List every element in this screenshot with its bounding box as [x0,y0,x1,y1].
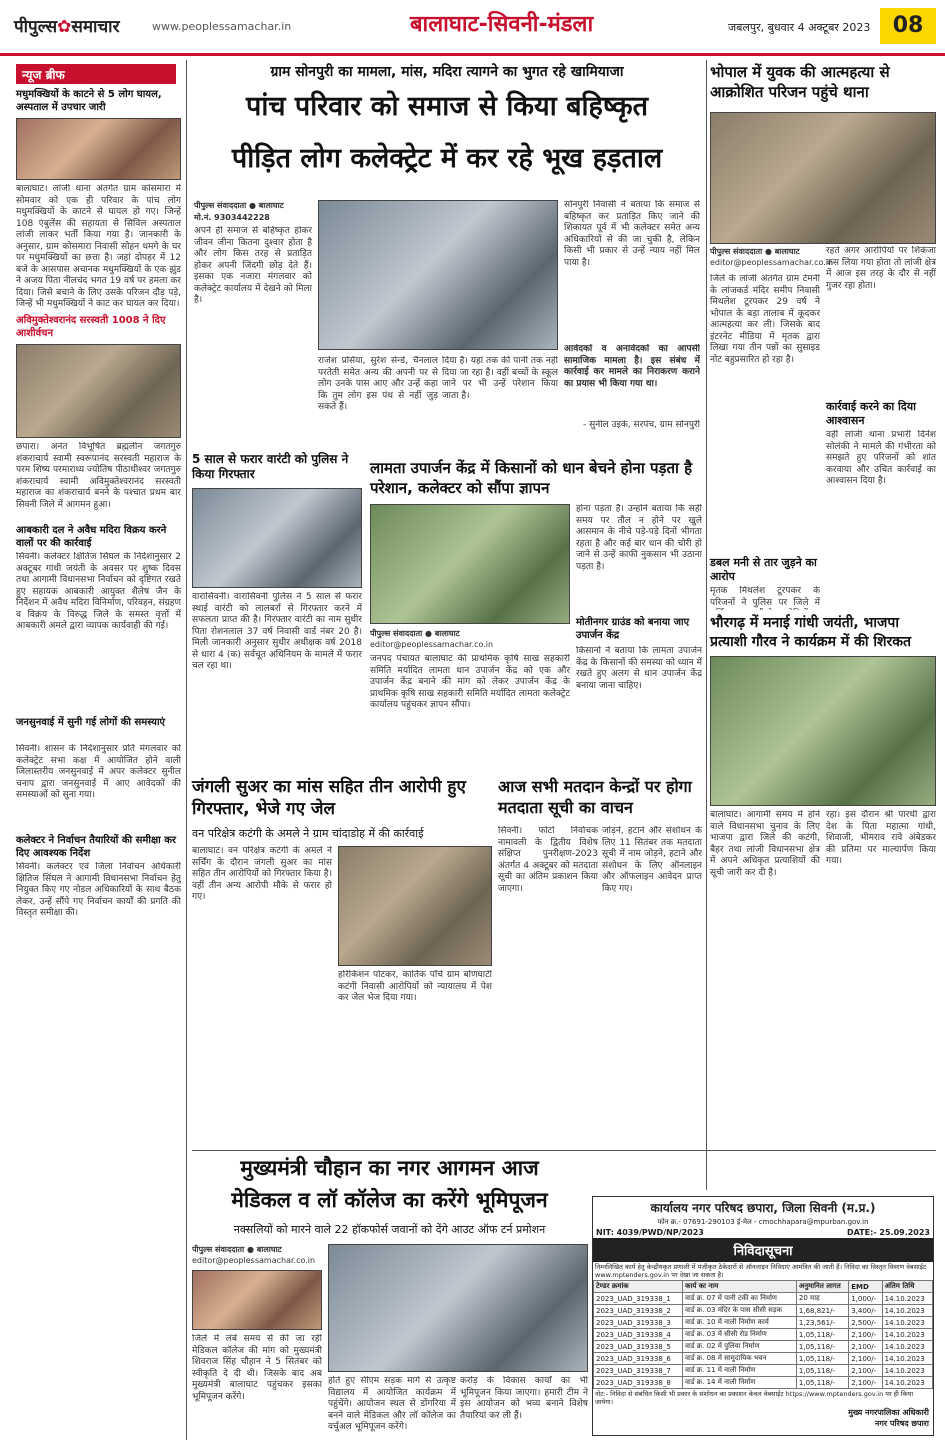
gandhi-text-2: रहा। इस दौरान श्री पारधी द्वारा देश के पिता महात्मा गांधी, शिवाजी, भीमराव रावे अंबेडकर की प्रतिमा पर माल्यार्पण किया गया। [826,810,936,866]
tender-notice [592,1196,934,1436]
suicide-subheading-2: डबल मनी से तार जुड़ने का आरोप [710,556,817,583]
tender-sign-1: मुख्य नगरपालिका अधिकारी [848,1408,929,1417]
boar-headline: जंगली सुअर का मांस सहित तीन आरोपी हुए गिरफ्तार, भेजे गए जेल [192,777,466,819]
cm-subheading: नक्सलियों को मारने वाले 22 हॉकफोर्स जवानों को देंगे आउट ऑफ टर्न प्रमोशन [233,1223,546,1236]
suicide-byline: पीपुल्स संवाददाता ● बालाघाट [710,247,800,256]
lead-text-2: राजेश प्रसिया, सुरेश सेन्डे, चैनलाल परतेती समेत अन्य की अपनी पर से लोग उनके पास आए और उन्हें कहा कि तुम लोग इस पंथ से नहीं जुड़ सकते हैं। [318,356,438,412]
table-row [594,1365,933,1377]
voter-text-2: जोड़ने, हटाने और संशोधन के लिए 11 सितंबर तक मतदाता सूची में नाम जोड़ने, हटाने और संशोधन के लिए ऑनलाइन और ऑफलाइन आवेदन प्राप्त किए गए। [602,826,702,894]
tender-nit: NIT: 4039/PWD/NP/2023 [596,1228,704,1237]
suicide-text-4: मृतक मिथलेश टूरपकर के परिजनों ने पुलिस पर जिले में [710,586,820,608]
table-row [594,1353,933,1365]
cm-photo-1 [192,1270,322,1330]
boar-subheading: वन परिक्षेत्र कटंगी के अमले ने ग्राम चांदाडोह में की कार्रवाई [192,827,424,840]
table-cell: 14.10.2023 [882,1353,932,1365]
tender-header-cell: EMD [849,1281,882,1293]
lead-text-1: अपने ही समाज से बहिष्कृत होकर जीवन जीना कितना दुश्वार होता है और लोग किस तरह से प्रताड़ित होकर अपनी जिंदगी छोड़ देते हैं। इसका एक नजारा मंगलवार को कलेक्ट्रेट कार्यालय में देखने को मिला है। [194,226,312,305]
column-divider [186,60,187,1440]
table-cell: 2023_UAD_319338_1 [594,1293,683,1305]
table-cell: 3,400/- [849,1305,882,1317]
cm-photo-2 [328,1244,588,1372]
suicide-headline: भोपाल में युवक की आत्महत्या से आक्रोशित परिजन पहुंचे थाना [710,63,890,101]
paddy-text-1: जनपद पंचायत बालाघाट की प्राथमिक कृषि साख सहकारी समिति मर्यादित लामता धान उपार्जन केंद्र को एक और उपार्जन केंद्र बनाने की मांग को लेकर उपार्जन केंद्र के प्राथमिक कृषि साख सहकारी समिति मर्यादित लामता कलेक्ट्रेट कार्यालय पहुंचकर ज्ञापन सौंपा। [370,654,570,710]
suicide-text-3: वहीं लांजी थाना प्रभारी दिनेश सोलंकी ने मामले की गंभीरता को समझते हुए परिजनों को शांत करवाया और उचित कार्रवाई का आश्वासन दिया है। [826,430,936,486]
table-cell: वार्ड क्र. 03 मंदिर के पास सीसी सड़क [683,1305,797,1317]
table-cell: वार्ड क्र. 03 में सीसी रोड निर्माण [683,1329,797,1341]
edition-title: बालाघाट-सिवनी-मंडला [410,12,594,37]
boar-text-2: हरिकिशन पोटकर, कार्तिक पाँचे ग्राम बोणघाटी कटंगी निवासी आरोपियों को न्यायालय में पेश कर जेल भेज दिया गया। [338,970,492,1003]
brief-text-3: सिवनी। कलेक्टर क्षितिज सिंघल के निर्देशानुसार 2 अक्टूबर गांधी जयंती के अवसर पर शुष्क दिवस तथा आगामी विधानसभा निर्वाचन को दृष्टिगत रखते हुए सहायक आबकारी आयुक्त शैलेष जैन के निर्देशन में अवैध मदिरा विनिर्माण, परिवहन, संग्रहण व विक्रय के विरुद्ध जिले के समस्त वृत्तों में आबकारी अमले द्वारा व्यापक कार्यवाही की गई। [16,552,181,631]
table-row [594,1305,933,1317]
boar-text-1: बालाघाट। वन परिक्षेत्र कटंगी के अमले ने सर्चिंग के दौरान जंगली सुअर का मांस सहित तीन आरोपियों को गिरफ्तार किया है। वहीं तीन अन्य आरोपी मौके से फरार हो गए। [192,846,332,902]
suicide-text-2: रहते अगर आरोपियों पर शिकंजा कस लिया गया होता तो लांजी क्षेत्र में आज इस तरह के दौर से नहीं गुजर रहा होता। [826,246,936,291]
lead-kicker: ग्राम सोनपुरी का मामला, मांस, मदिरा त्यागने का भुगत रहे खामियाजा [270,64,624,80]
brief-text-1: बालाघाट। लांजी थाना अंतर्गत ग्राम कोसमारा में सोमवार को एक ही परिवार के पांच लोग मधुमक्खियों के काटने से घायल हो गए। जिन्हें 108 एंबुलेंस की सहायता से सिविल अस्पताल लांजी लाकर भर्ती किया गया है। जानकारी के अनुसार, ग्राम कोसमारा निवासी सोहन धमगे के घर पर मधुमक्खियों का छत्ता है। जहां दोपहर में 12 बजे के आसपास अचानक मधुमक्खियों के एक झुंड ने अजय पिता नीलचंद भगत 19 वर्ष पर हमला कर दिया। जिसे बचाने के लिए उसके परिजन दौड़ पड़े, जिन्हें भी मधुमक्खियों ने काट कर घायल कर दिया। [16,184,181,309]
table-cell: 2023_UAD_319338_2 [594,1305,683,1317]
brief-text-4: सिवनी। शासन के निर्देशानुसार प्रति मंगलवार को कलेक्ट्रेट सभा कक्ष में आयोजित होने वाली जिलास्तरीय जनसुनवाई में अपर कलेक्टर सुनील चनाप द्वारा जनसुनवाई में आए आवेदकों की समस्याओं को सुना गया। [16,744,181,800]
cm-headline-1: मुख्यमंत्री चौहान का नगर आगमन आज [240,1156,539,1180]
paddy-email: editor@peoplessamachar.co.in [370,640,494,649]
brief-photo-2 [16,344,181,438]
cm-text-1: जिले में लंबे समय से की जा रही मेडिकल कॉलेज की मांग को मुख्यमंत्री शिवराज सिंह चौहान ने 5 सितंबर को स्वीकृति दे दी थी। जिसके बाद अब मुख्यमंत्री बालाघाट पहुंचकर इसका भूमिपूजन करेंगे। [192,1334,322,1402]
table-cell: 14.10.2023 [882,1317,932,1329]
table-cell: 14.10.2023 [882,1293,932,1305]
lead-text-3: दिया है। यहां तक की पानी तक नहीं दिया जा रहा है। वहीं बच्चों के स्कूल जाने पर भी उन्हें परेशान किया जाता है। [442,356,558,401]
table-cell: 14.10.2023 [882,1305,932,1317]
brief-headline-3: आबकारी दल ने अवैध मदिरा विक्रय करने वालों पर की कार्रवाई [16,525,167,549]
warrant-headline: 5 साल से फरार वारंटी को पुलिस ने किया गिरफ्तार [192,452,349,481]
dateline: जबलपुर, बुधवार 4 अक्टूबर 2023 [728,21,871,34]
table-cell: 2023_UAD_319338_6 [594,1353,683,1365]
paddy-headline: लामता उपार्जन केंद्र में किसानों को धान बेचने होना पड़ता है परेशान, कलेक्टर को सौंपा ज्ञापन [370,459,693,497]
paddy-text-2: होना पड़ता है। उन्होंने बताया कि सही समय पर तौल न होने पर खुले आसमान के नीचे पड़े-पड़े दिनों भीगता रहता है और कई बार धान की चोरी हो जाने से उन्हें काफी नुकसान भी उठाना पड़ता है। [576,504,702,572]
tender-date: DATE:- 25.09.2023 [846,1228,930,1237]
brief-text-5: सिवनी। कलेक्टर एवं जिला निर्वाचन अधिकारी क्षितिज सिंघल ने आगामी विधानसभा निर्वाचन हेतु नियुक्त किए गए नोडल अधिकारियों के साथ बैठक लेकर, उन्हें सौंपे गए निर्वाचन कार्यों की प्रगति की विस्तृत समीक्षा की। [16,862,181,918]
table-row [594,1317,933,1329]
lead-quote-by: - सुनील उइके, सरपंच, ग्राम सोनपुरी [583,420,700,430]
news-brief-label: न्यूज ब्रीफ [16,64,176,84]
brief-headline-4: जनसुनवाई में सुनी गई लोगों की समस्याएं [16,717,166,728]
table-row [594,1377,933,1389]
table-row [594,1341,933,1353]
suicide-text-1: जिले के लांजी अंतर्गत ग्राम टेमनी के लांजकर्ड मंदिर समीप निवासी मिथलेश टूरपकर 29 वर्ष ने भोपाल के बड़ा तालाब में कूदकर आत्महत्या कर ली। जिसके बाद इंटरनेट मीडिया में मृतक द्वारा लिखा गया तीन पन्नों का सुसाइड नोट बहुप्रसारित हो रहा है। [710,274,820,365]
tender-header-cell: अंतिम तिथि [882,1281,932,1293]
table-cell: 14.10.2023 [882,1365,932,1377]
boar-photo [338,846,492,966]
lead-text-4: सोनपुरी निवासी ने बताया कि समाज से बहिष्कृत कर प्रताड़ित किए जाने की शिकायत पूर्व में भी कलेक्टर समेत अन्य अधिकारियों से की जा चुकी है, लेकिन किसी भी प्रकार से उन्हें न्याय नहीं मिल पाया है। [564,200,700,268]
tender-intro: नि‍म्नलिखित कार्य हेतु केन्द्रीयकृत प्रणाली में पंजीकृत ठेकेदारों से ऑनलाइन निविदाएं आमंत्रित की जाती हैं। निविदा का विस्तृत विवरण वेबसाईट www.mptenders.gov.in पर देखा जा सकता है। [595,1263,927,1279]
table-cell: 2,100/- [849,1365,882,1377]
warrant-text: वारासिवनी। वारासिवनी पुलिस ने 5 साल से फरार स्थाई वारंटी को लालबर्रा से गिरफ्तार करने में सफलता प्राप्त की है। गिरफ्तार वारंटी का नाम सुधीर पिता रोशनलाल 37 वर्ष निवासी वार्ड नंबर 20 है। मिली जानकारी अनुसार सुधीर अधीक्षक वर्ष 2018 से धारा 4 (क) सर्वचूत अधिनियम के मामले में फरार चल रहा था। [192,592,362,671]
page-number: 08 [880,8,936,44]
cm-byline: पीपुल्स संवाददाता ● बालाघाट [192,1245,282,1254]
tender-table [593,1280,933,1389]
brief-headline-2: अविमुक्तेश्वरानंद सरस्वती 1008 ने दिए आशीर्वचन [16,315,166,339]
brief-text-2: छपारा। अनंत विभूषित ब्रह्मलीन जगतगुरु शंकराचार्य स्वामी स्वरूपानंद सरस्वती महाराज के परम शिष्य परमाराध्य ज्योतिष पीठाधीश्वर जगतगुरु शंकराचार्य स्वामी अविमुक्तेश्वरानंद सरस्वती महाराज का शंकराचार्य बनने के पश्चात प्रथम बार सिवनी जिले में आगमन हुआ। [16,442,181,510]
table-cell: 1,68,821/- [796,1305,848,1317]
gandhi-text-1: बालाघाट। आगामी समय में होने वाले विधानसभा चुनाव के लिए भाजपा द्वारा जिले की कटंगी, बैहर तथा लांजी विधानसभा क्षेत्र में अपने अधिकृत प्रत्याशियों की सूची जारी कर दी है। [710,810,820,878]
table-cell: 1,05,118/- [796,1353,848,1365]
masthead [0,0,945,56]
lead-headline-2: पीड़ित लोग कलेक्ट्रेट में कर रहे भूख हड़ताल [231,143,663,174]
table-cell: 1,000/- [849,1293,882,1305]
table-cell: वार्ड क्र. 10 में नाली निर्माण कार्य [683,1317,797,1329]
tender-office: कार्यालय नगर परिषद छपारा, जिला सिवनी (म.प्र.) [650,1201,876,1215]
suicide-subheading-1: कार्रवाई करने का दिया आश्वासन [826,400,916,427]
table-cell: 2023_UAD_319338_5 [594,1341,683,1353]
website: www.peoplessamachar.in [152,20,292,33]
table-cell: 14.10.2023 [882,1377,932,1389]
lead-headline-1: पांच परिवार को समाज से किया बहिष्कृत [246,91,648,122]
paddy-photo [370,504,570,624]
table-cell: 1,05,118/- [796,1341,848,1353]
lead-quote: आवेदकों व अनावेदकों का आपसी सामाजिक मामला है। इस संबंध में कार्रवाई कर मामले का निराकरण कराने का प्रयास भी किया गया था। [564,344,700,389]
table-cell: 2,100/- [849,1353,882,1365]
gandhi-headline: भौरगढ़ में मनाई गांधी जयंती, भाजपा प्रत्याशी गौरव ने कार्यक्रम में की शिरकत [710,615,911,650]
tender-note: नोट:- निविदा से संबंधित किसी भी प्रकार के संशोधन का प्रकाशन केवल वेबसाईट https://www.mptenders.gov.in पर ही किया जायेगा। [595,1390,914,1406]
lead-byline: पीपुल्स संवाददाता ● बालाघाट [194,201,284,210]
paddy-text-3: किसानों ने बताया कि लामता उपार्जन केंद्र के किसानों की समस्या को ध्यान में रखते हुए अलग से धान उपार्जन केंद्र बनाया जाना चाहिए। [576,646,702,691]
section-divider [192,1150,936,1151]
brief-photo-1 [16,118,181,180]
cm-headline-2: मेडिकल व लॉ कॉलेज का करेंगे भूमिपूजन [231,1188,548,1212]
table-cell: वार्ड क्र. 02 में पुलिया निर्माण [683,1341,797,1353]
brief-headline-1: मधुमक्खियों के काटने से 5 लोग घायल, अस्पताल में उपचार जारी [16,89,162,113]
suicide-email: editor@peoplessamachar.co.in [710,258,834,267]
tender-sign-2: नगर परिषद छपारा [874,1419,929,1428]
table-cell: 2023_UAD_319338_7 [594,1365,683,1377]
column-divider [706,60,707,1190]
table-cell: 2023_UAD_319338_4 [594,1329,683,1341]
table-cell: 2,100/- [849,1341,882,1353]
tender-contact: फोन क्र.- 07691-290103 ई-मेल - cmochhapara@mpurban.gov.in [657,1218,869,1226]
table-cell: 20 माह [796,1293,848,1305]
table-cell: 1,05,118/- [796,1377,848,1389]
lead-mobile: मो.नं. 9303442228 [194,213,270,222]
suicide-photo [710,112,936,244]
table-cell: 1,23,561/- [796,1317,848,1329]
gandhi-photo [710,656,936,806]
table-row [594,1293,933,1305]
table-row [594,1329,933,1341]
table-cell: वार्ड क्र. 14 में नाली निर्माण [683,1377,797,1389]
newspaper-logo: पीपुल्स✿समाचार [14,17,120,37]
tender-header-cell: अनुमानित लागत [796,1281,848,1293]
cm-text-2: होते हुए सीएम सड़क मार्ग से उत्कृष्ट विद्यालय में आयोजित कार्यक्रम में पहुंचेंगे। आयोजन स्थल से डोंगरिया में बनने वाले मेडिकल और लॉ कॉलेज का वर्चुअल भूमिपूजन करेंगे। [328,1376,456,1432]
table-cell: 2,100/- [849,1377,882,1389]
paddy-subheading: मोतीनगर ग्राउंड को बनाया जाए उपार्जन केंद्र [576,617,690,641]
table-cell: 1,05,118/- [796,1329,848,1341]
table-cell: 1,05,118/- [796,1365,848,1377]
brief-headline-5: कलेक्टर ने निर्वाचन तैयारियों की समीक्षा कर दिए आवश्यक निर्देश [16,835,176,859]
voter-headline: आज सभी मतदान केन्द्रों पर होगा मतदाता सूची का वाचन [498,777,692,817]
cm-text-3: करोड़ के विकास कार्यों का भी भूमिपूजन किया जाएगा। हमारी टीम ने इस आयोजन को भव्य बनाने विशेष तैयारियां कर ली हैं। [460,1376,588,1421]
lead-photo [318,200,558,350]
table-cell: 14.10.2023 [882,1341,932,1353]
table-cell: वार्ड क्र. 08 में सामुदायिक भवन [683,1353,797,1365]
tender-title: निविदासूचना [593,1238,933,1262]
table-cell: वार्ड क्र. 11 में नाली निर्माण [683,1365,797,1377]
table-cell: 2,100/- [849,1329,882,1341]
tender-header-cell: कार्य का नाम [683,1281,797,1293]
table-cell: 2023_UAD_319338_3 [594,1317,683,1329]
table-cell: वार्ड क्र. 07 में पानी टंकी का निर्माण [683,1293,797,1305]
cm-email: editor@peoplessamachar.co.in [192,1256,316,1265]
warrant-photo [192,488,362,588]
paddy-byline: पीपुल्स संवाददाता ● बालाघाट [370,629,460,638]
table-cell: 14.10.2023 [882,1329,932,1341]
table-cell: 2,500/- [849,1317,882,1329]
tender-header-cell: टेण्डर क्रमांक [594,1281,683,1293]
voter-text-1: सिवनी। फोटो निर्वाचक नामावली के द्वितीय विशेष संक्षिप्त पुनरीक्षण-2023 अंतर्गत 4 अक्टूबर को मतदाता सूची का अंतिम प्रकाशन किया जाएगा। [498,826,598,894]
table-cell: 2023_UAD_319338_8 [594,1377,683,1389]
